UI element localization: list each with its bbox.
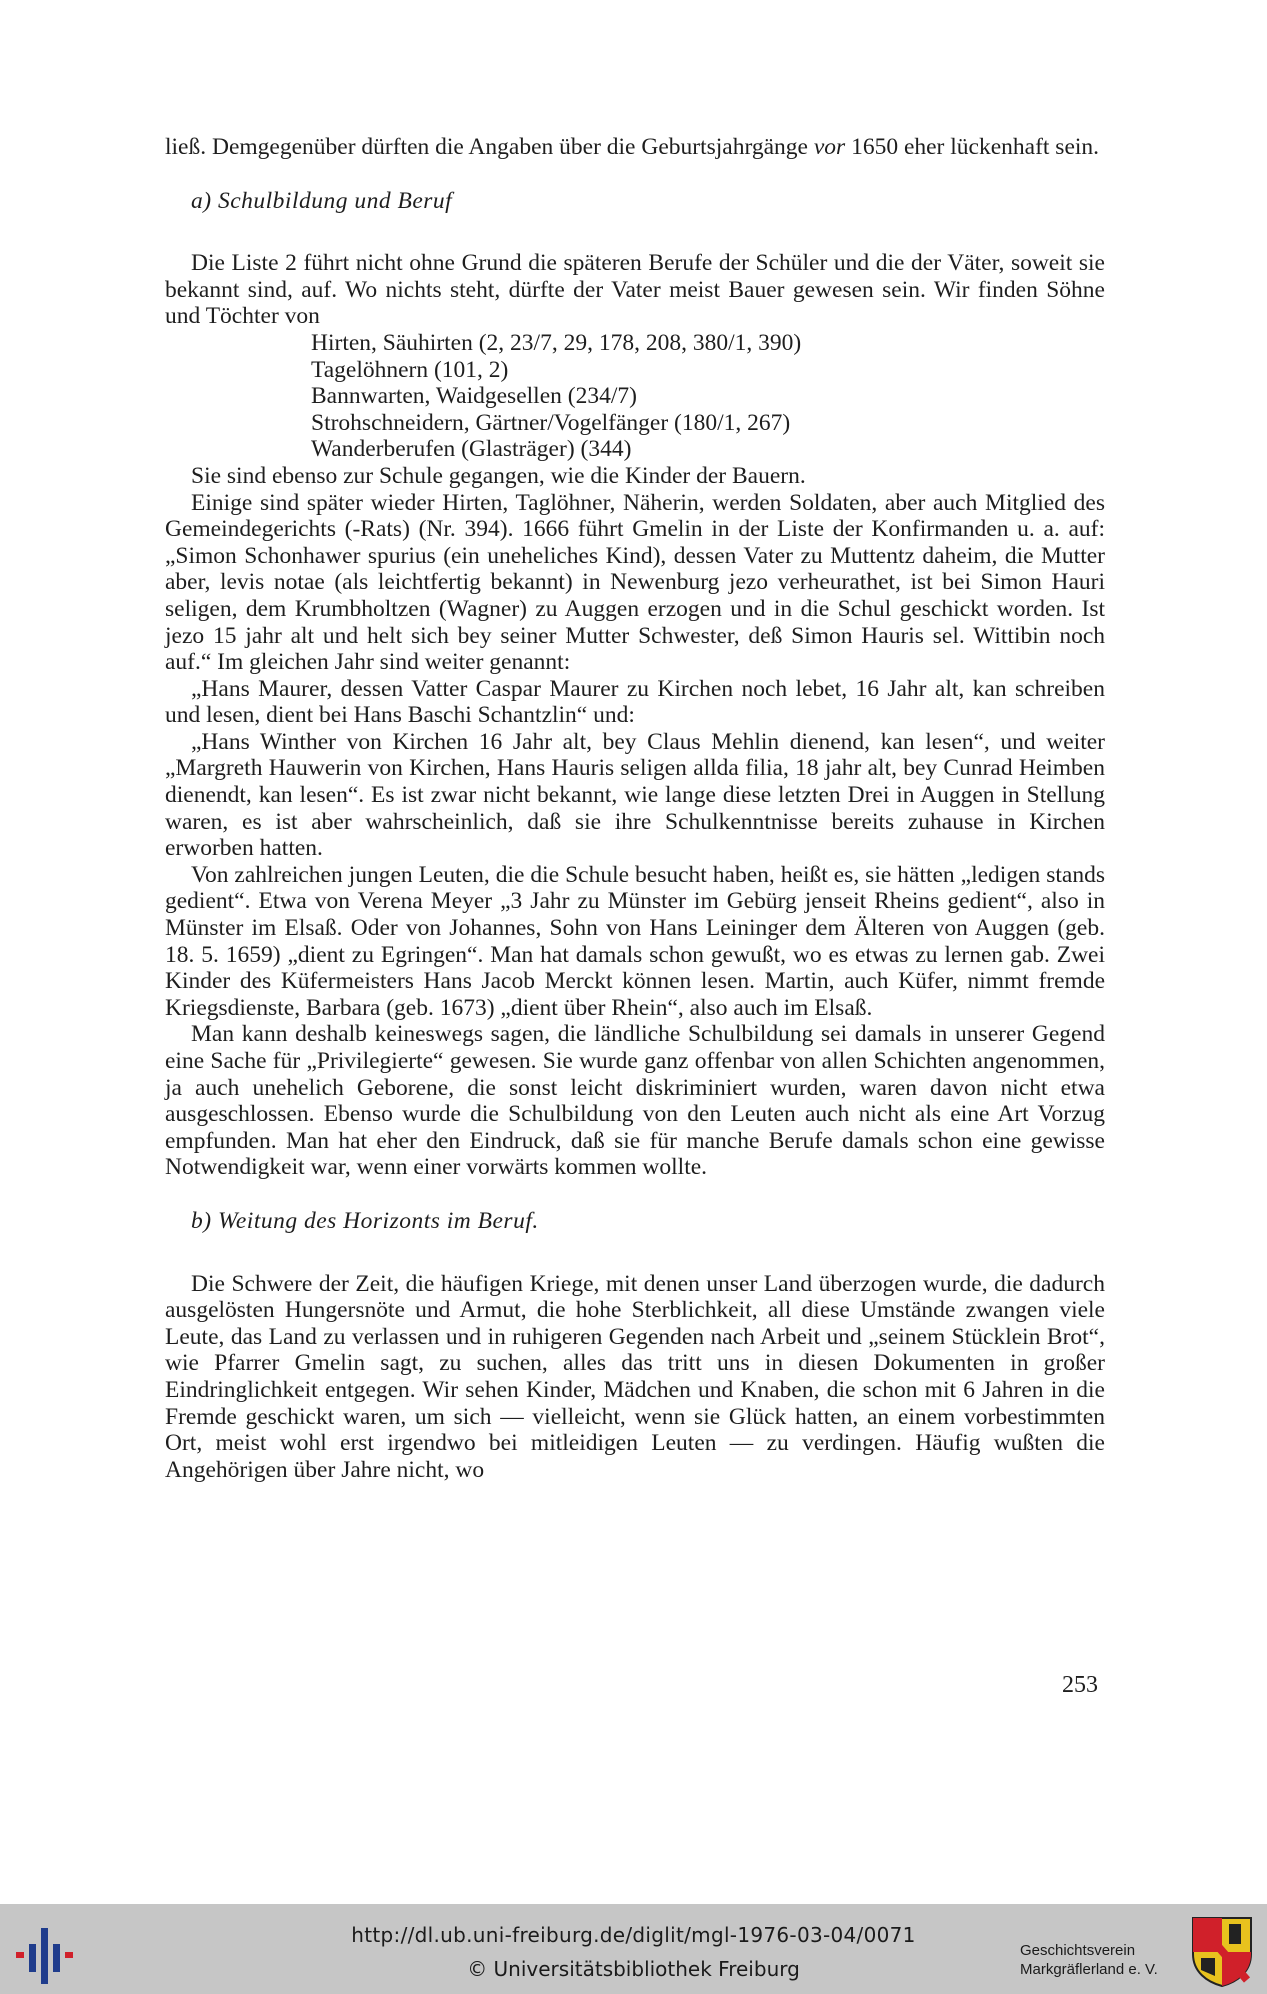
section-heading-a: a) Schulbildung und Beruf [191, 187, 453, 214]
society-line-1: Geschichtsverein [1020, 1942, 1136, 1959]
list-item: Tagelöhnern (101, 2) [311, 356, 509, 383]
paragraph: Man kann deshalb keineswegs sagen, die ländliche Schulbildung sei damals in unserer Gegend eine Sache für „Privilegierte“ gewesen. Sie wurde ganz offenbar von allen Schichten angenommen, ja auch unehelich Geborene, die sonst leicht diskriminiert wurden, waren davon nicht etwa ausgeschlossen. Ebenso wurde die Schulbildung von den Leuten auch nicht als eine Art Vorzug empfunden. Man hat eher den Eindruck, daß sie für manche Berufe damals schon eine gewisse Notwendigkeit war, wenn einer vorwärts kommen wollte. [165, 1021, 1105, 1181]
society-name [1020, 1941, 1180, 1979]
page-text [165, 134, 1105, 1483]
coat-of-arms-icon [1189, 1914, 1255, 1988]
paragraph: „Hans Maurer, dessen Vatter Caspar Maurer zu Kirchen noch lebet, 16 Jahr alt, kan schreiben und lesen, dient bei Hans Baschi Schantzlin“ und: [165, 675, 1105, 729]
paragraph: Sie sind ebenso zur Schule gegangen, wie die Kinder der Bauern. [191, 462, 806, 489]
list-item: Wanderberufen (Glasträger) (344) [311, 436, 632, 463]
occupation-list [311, 330, 1105, 463]
paragraph: Die Liste 2 führt nicht ohne Grund die späteren Berufe der Schüler und die der Väter, soweit sie bekannt sind, auf. Wo nichts steht, dürfte der Vater meist Bauer gewesen sein. Wir finden Söhne und Töchter von [165, 250, 1105, 330]
paragraph: Die Schwere der Zeit, die häufigen Kriege, mit denen unser Land überzogen wurde, die dadurch ausgelösten Hungersnöte und Armut, die hohe Sterblichkeit, all diese Umstände zwangen viele Leute, das Land zu verlassen und in ruhigeren Gegenden nach Arbeit und „seinem Stücklein Brot“, wie Pfarrer Gmelin sagt, zu suchen, alles das tritt uns in diesen Dokumenten in großer Eindringlichkeit entgegen. Wir sehen Kinder, Mädchen und Knaben, die schon mit 6 Jahren in die Fremde geschickt waren, um sich — vielleicht, wenn sie Glück hatten, an einem vorbestimmten Ort, meist wohl erst irgendwo bei mitleidigen Leuten — zu verdingen. Häufig wußten die Angehörigen über Jahre nicht, wo [165, 1270, 1105, 1483]
section-heading-b: b) Weitung des Horizonts im Beruf. [191, 1207, 539, 1234]
society-line-2: Markgräflerland e. V. [1020, 1961, 1158, 1978]
page-number: 253 [1062, 1672, 1098, 1698]
emphasis-vor: vor [813, 134, 846, 160]
copyright-text: © Universitätsbibliothek Freiburg [467, 1957, 800, 1981]
list-item: Strohschneidern, Gärtner/Vogelfänger (180/1, 267) [311, 409, 791, 436]
footer-bar [0, 1904, 1267, 1994]
list-item: Hirten, Säuhirten (2, 23/7, 29, 178, 208, 380/1, 390) [311, 329, 802, 356]
list-item: Bannwarten, Waidgesellen (234/7) [311, 383, 637, 410]
paragraph: Einige sind später wieder Hirten, Taglöhner, Näherin, werden Soldaten, aber auch Mitglied des Gemeindegerichts (-Rats) (Nr. 394). 1666 führt Gmelin in der Liste der Konfirmanden u. a. auf: „Simon Schonhawer spurius (ein uneheliches Kind), dessen Vater zu Muttentz daheim, die Mutter aber, levis notae (als leichtfertig bekannt) in Newenburg jezo verheurathet, ist bei Simon Hauri seligen, dem Krumbholtzen (Wagner) zu Auggen erzogen und in die Schul geschickt worden. Ist jezo 15 jahr alt und helt sich bey seiner Mutter Schwester, deß Simon Hauris sel. Wittibin noch auf.“ Im gleichen Jahr sind weiter genannt: [165, 489, 1105, 676]
paragraph: Von zahlreichen jungen Leuten, die die Schule besucht haben, heißt es, sie hätten „ledigen stands gedient“. Etwa von Verena Meyer „3 Jahr zu Münster im Gebürg jenseit Rheins gedient“, also in Münster im Elsaß. Oder von Johannes, Sohn von Hans Leininger dem Älteren von Auggen (geb. 18. 5. 1659) „dient zu Egringen“. Man hat damals schon gewußt, wo es etwas zu lernen gab. Zwei Kinder des Küfermeisters Hans Jacob Merckt können lesen. Martin, auch Küfer, nimmt fremde Kriegsdienste, Barbara (geb. 1673) „dient über Rhein“, also auch im Elsaß. [165, 861, 1105, 1021]
paragraph: „Hans Winther von Kirchen 16 Jahr alt, bey Claus Mehlin dienend, kan lesen“, und weiter „Margreth Hauwerin von Kirchen, Hans Hauris seligen allda filia, 18 jahr alt, bey Cunrad Heimben dienendt, kan lesen“. Es ist zwar nicht bekannt, wie lange diese letzten Drei in Auggen in Stellung waren, es ist aber wahrscheinlich, daß sie ihre Schulkenntnisse bereits zuhause in Kirchen erworben hatten. [165, 728, 1105, 862]
intro-paragraph: ließ. Demgegenüber dürften die Angaben über die Geburtsjahrgänge vor 1650 eher lückenhaft sein. [165, 134, 1100, 160]
permalink-url[interactable]: http://dl.ub.uni-freiburg.de/diglit/mgl-1976-03-04/0071 [351, 1923, 916, 1947]
